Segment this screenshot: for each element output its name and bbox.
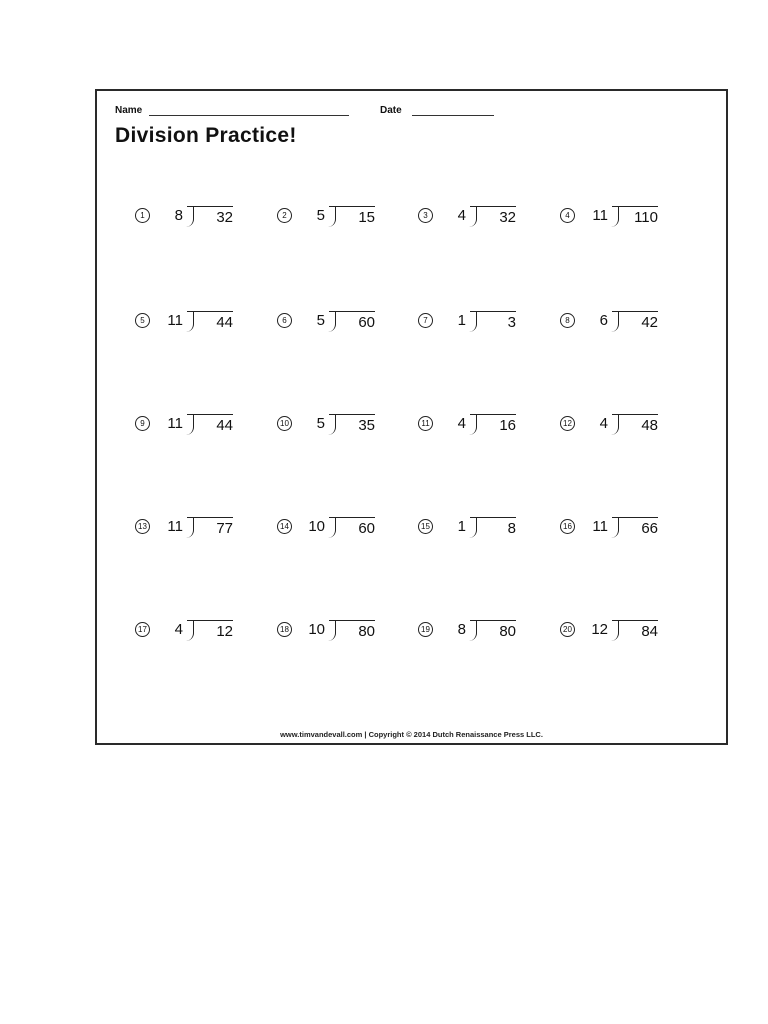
division-bracket [329,311,375,332]
division-bracket [612,206,658,227]
divisor: 4 [599,415,608,432]
division-bracket [470,414,516,435]
dividend: 77 [216,520,233,537]
dividend: 3 [507,314,516,331]
problem-item [135,517,275,541]
divisor: 8 [457,621,466,638]
problem-item [560,414,700,438]
problem-item [418,414,558,438]
problem-number: 10 [277,416,292,431]
problem-item [560,517,700,541]
divisor: 5 [316,207,325,224]
divisor: 11 [167,415,183,432]
problem-item [560,311,700,335]
divisor: 11 [167,312,183,329]
division-bracket [187,206,233,227]
dividend: 8 [507,520,516,537]
dividend: 44 [216,417,233,434]
dividend: 110 [634,209,658,226]
problem-item [418,517,558,541]
problem-number: 3 [418,208,433,223]
problem-number: 20 [560,622,575,637]
division-bracket [470,206,516,227]
dividend: 60 [358,520,375,537]
divisor: 11 [167,518,183,535]
problem-number: 17 [135,622,150,637]
problem-item [277,517,417,541]
problem-number: 14 [277,519,292,534]
problem-number: 8 [560,313,575,328]
problem-number: 16 [560,519,575,534]
problem-number: 18 [277,622,292,637]
problem-number: 11 [418,416,433,431]
division-bracket [187,620,233,641]
division-bracket [470,311,516,332]
dividend: 44 [216,314,233,331]
problem-number: 5 [135,313,150,328]
problem-number: 7 [418,313,433,328]
divisor: 11 [592,518,608,535]
dividend: 12 [216,623,233,640]
division-bracket [187,517,233,538]
problem-item [277,620,417,644]
division-bracket [329,206,375,227]
division-bracket [470,620,516,641]
dividend: 80 [499,623,516,640]
copyright-footer: www.timvandevall.com | Copyright © 2014 Dutch Renaissance Press LLC. [280,730,543,739]
divisor: 4 [174,621,183,638]
problem-item [277,414,417,438]
division-bracket [187,311,233,332]
page-title: Division Practice! [115,124,297,147]
divisor: 5 [316,415,325,432]
divisor: 10 [308,518,325,535]
divisor: 4 [457,415,466,432]
problem-item [135,311,275,335]
divisor: 1 [457,518,466,535]
problem-number: 13 [135,519,150,534]
problem-item [418,311,558,335]
division-bracket [187,414,233,435]
dividend: 60 [358,314,375,331]
division-bracket [329,414,375,435]
problem-item [418,620,558,644]
divisor: 12 [591,621,608,638]
problem-number: 9 [135,416,150,431]
problem-item [418,206,558,230]
dividend: 80 [358,623,375,640]
problem-number: 6 [277,313,292,328]
problem-number: 19 [418,622,433,637]
dividend: 84 [641,623,658,640]
division-bracket [612,620,658,641]
problem-item [135,414,275,438]
problem-item [560,620,700,644]
dividend: 32 [216,209,233,226]
divisor: 10 [308,621,325,638]
division-bracket [329,620,375,641]
division-bracket [612,311,658,332]
divisor: 4 [457,207,466,224]
divisor: 6 [599,312,608,329]
problem-item [277,311,417,335]
dividend: 42 [641,314,658,331]
problem-item [135,620,275,644]
problem-item [560,206,700,230]
division-bracket [612,414,658,435]
division-bracket [470,517,516,538]
date-label: Date [380,105,402,116]
problem-number: 2 [277,208,292,223]
dividend: 32 [499,209,516,226]
name-label: Name [115,105,143,116]
divisor: 1 [457,312,466,329]
problem-item [135,206,275,230]
divisor: 11 [592,207,608,224]
problem-number: 12 [560,416,575,431]
dividend: 16 [499,417,516,434]
problem-number: 15 [418,519,433,534]
problem-item [277,206,417,230]
divisor: 5 [316,312,325,329]
worksheet [95,89,728,745]
divisor: 8 [174,207,183,224]
division-bracket [329,517,375,538]
problem-grid [97,91,726,743]
problem-number: 1 [135,208,150,223]
dividend: 15 [358,209,375,226]
problem-number: 4 [560,208,575,223]
division-bracket [612,517,658,538]
dividend: 66 [641,520,658,537]
dividend: 48 [641,417,658,434]
dividend: 35 [358,417,375,434]
